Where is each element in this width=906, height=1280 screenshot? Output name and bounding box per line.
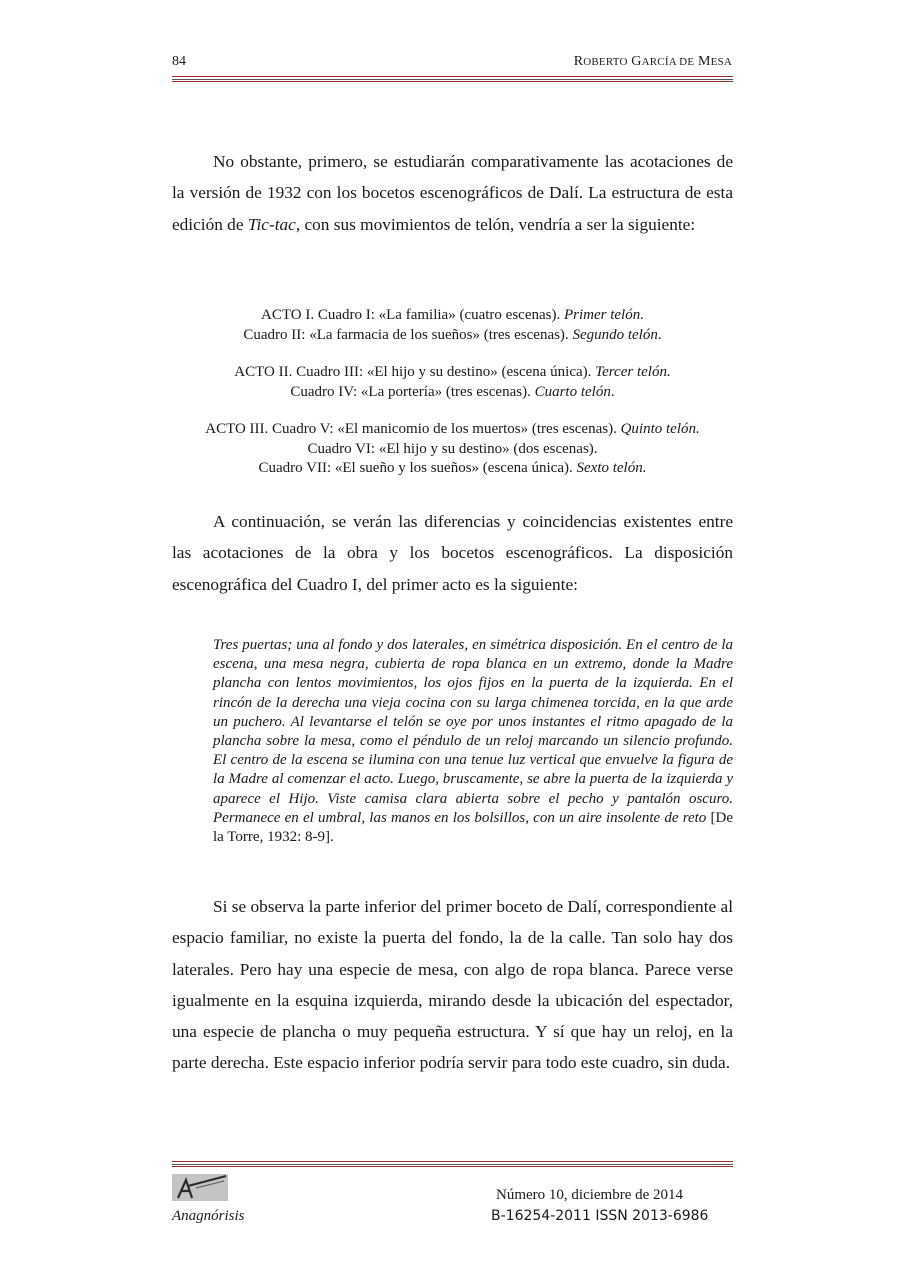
paragraph-analysis: Si se observa la parte inferior del primer boceto de Dalí, correspondiente al espacio familiar, no existe la puerta del fondo, la de la calle. Tan solo hay dos laterales. Pero hay una especie de mesa, con algo de ropa blanca. Parece verse igualmente en la esquina izquierda, mirando desde la ubicación del espectador, una especie de plancha o muy pequeña estructura. Y sí que hay un reloj, en la parte derecha. Este espacio inferior podría servir para todo este cuadro, sin duda. [172,897,733,1073]
header-rule [172,76,733,82]
act-two [172,363,733,402]
act-three [172,420,733,479]
running-head-author: ROBERTO GARCÍA DE MESA [573,54,732,69]
page-number: 84 [172,54,186,69]
act-line: Cuadro VII: «El sueño y los sueños» (escena única). Sexto telón. [258,460,647,476]
act-line: ACTO II. Cuadro III: «El hijo y su destino» (escena única). Tercer telón. [234,364,671,380]
act-line: Cuadro VI: «El hijo y su destino» (dos escenas). [307,440,598,457]
act-one [172,306,733,345]
act-line: ACTO I. Cuadro I: «La familia» (cuatro escenas). Primer telón. [261,307,644,323]
act-line: ACTO III. Cuadro V: «El manicomio de los muertos» (tres escenas). Quinto telón. [205,421,700,437]
journal-logo-icon [172,1174,228,1201]
block-quote: Tres puertas; una al fondo y dos laterales, en simétrica disposición. En el centro de la escena, una mesa negra, cubierta de ropa blanca en un extremo, donde la Madre plancha con lentos movimientos, los ojos fijos en la puerta de la izquierda. En el rincón de la derecha una vieja cocina con su larga chimenea torcida, en la que arde un puchero. Al levantarse el telón se oye por unos instantes el ritmo apagado de la plancha sobre la mesa, como el péndulo de un reloj marcando un silencio profundo. El centro de la escena se ilumina con una tenue luz vertical que envuelve la figura de la Madre al comenzar el acto. Luego, bruscamente, se abre la puerta de la izquierda y aparece el Hijo. Viste camisa clara abierta sobre el pecho y pantalón oscuro. Permanece en el umbral, las manos en los bolsillos, con un aire insolente de reto [De la Torre, 1932: 8-9]. [213,637,733,846]
issue-info: Número 10, diciembre de 2014 [496,1187,684,1203]
acts-structure [172,306,733,497]
paragraph-intro: No obstante, primero, se estudiarán comparativamente las acotaciones de la versión de 1932 con los bocetos escenográficos de Dalí. La estructura de esta edición de Tic-tac, con sus movimientos de telón, vendría a ser la siguiente: [172,152,733,234]
quote-reference: [De la Torre, 1932: 8-9]. [213,809,733,846]
act-line: Cuadro II: «La farmacia de los sueños» (tres escenas). Segundo telón. [243,326,662,343]
issn-info: B-16254-2011 ISSN 2013-6986 [491,1208,709,1224]
footer-rule [172,1161,733,1167]
paragraph-continuation: A continuación, se verán las diferencias y coincidencias existentes entre las acotaciones de la obra y los bocetos escenográficos. La disposición escenográfica del Cuadro I, del primer acto es la siguiente: [172,512,733,594]
act-line: Cuadro IV: «La portería» (tres escenas). Cuarto telón. [290,383,615,400]
journal-name: Anagnórisis [172,1208,245,1224]
